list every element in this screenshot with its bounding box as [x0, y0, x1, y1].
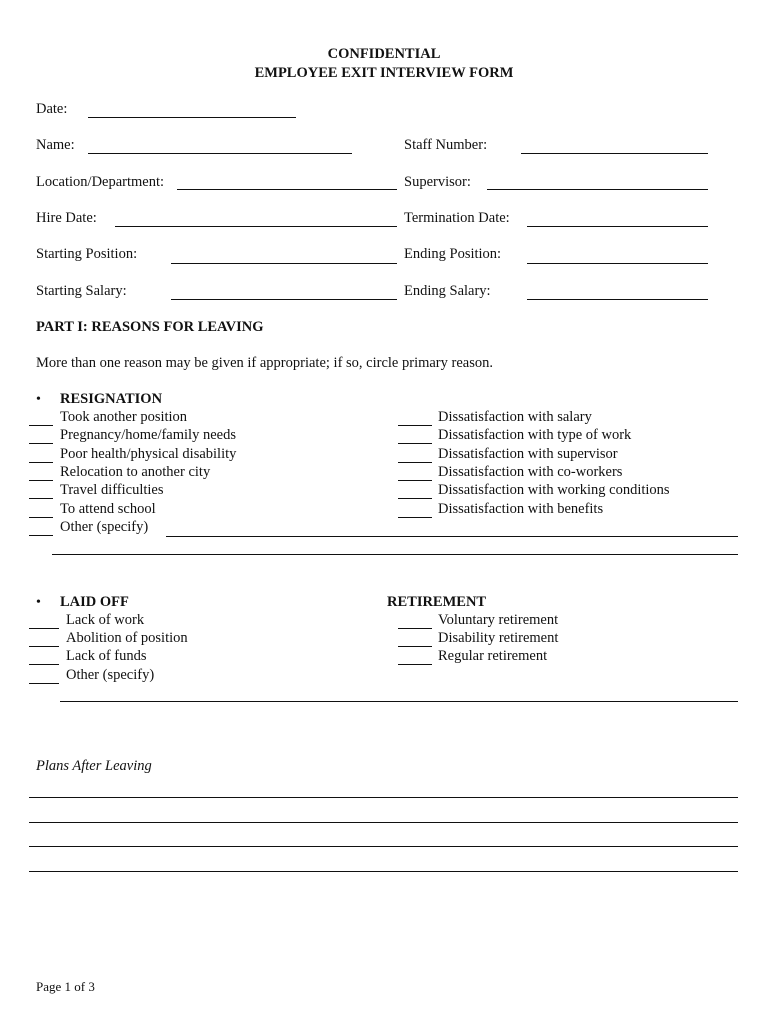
starting-position-label: Starting Position: [36, 246, 138, 262]
resignation-option-checkbox-line[interactable] [29, 517, 53, 518]
laid-off-option-checkbox-line[interactable] [29, 664, 59, 665]
plans-line[interactable] [29, 797, 738, 798]
resignation-option-checkbox-line[interactable] [398, 480, 432, 481]
resignation-bullet: • [36, 392, 41, 407]
termination-date-label: Termination Date: [404, 210, 510, 226]
location-label: Location/Department: [36, 174, 165, 190]
laid-off-option-label: Abolition of position [66, 630, 188, 647]
resignation-option-label: Dissatisfaction with supervisor [438, 445, 618, 462]
resignation-option-label: Dissatisfaction with working conditions [438, 482, 670, 499]
part1-heading [36, 319, 264, 336]
ending-salary-label: Ending Salary: [404, 283, 491, 299]
form-title: EMPLOYEE EXIT INTERVIEW FORM [254, 65, 514, 81]
resignation-option-label: Dissatisfaction with co-workers [438, 463, 623, 480]
plans-label: Plans After Leaving [36, 758, 152, 774]
resignation-option-checkbox-line[interactable] [398, 443, 432, 444]
resignation-option-label: Other (specify) [60, 518, 149, 535]
retirement-title: RETIREMENT [387, 594, 487, 610]
laid-off-option-label: Other (specify) [66, 666, 155, 683]
resignation-option-checkbox-line[interactable] [29, 425, 53, 426]
supervisor-label: Supervisor: [404, 174, 471, 190]
resignation-option-checkbox-line[interactable] [29, 462, 53, 463]
resignation-other-specify-line[interactable] [166, 536, 738, 537]
starting-salary-field[interactable] [171, 299, 397, 300]
plans-line[interactable] [29, 822, 738, 823]
laid-off-other-specify-line[interactable] [60, 701, 738, 702]
hire-date-field[interactable] [115, 226, 397, 227]
resignation-option-label: Took another position [60, 409, 188, 425]
retirement-option-label: Regular retirement [438, 648, 548, 665]
resignation-option-label: Travel difficulties [60, 482, 164, 499]
termination-date-field[interactable] [527, 226, 708, 227]
date-field[interactable] [88, 117, 296, 118]
ending-position-field[interactable] [527, 263, 708, 264]
resignation-option-label: Poor health/physical disability [60, 445, 237, 462]
resignation-option-checkbox-line[interactable] [29, 480, 53, 481]
resignation-other-extra-line[interactable] [52, 554, 738, 555]
laid-off-option-checkbox-line[interactable] [29, 628, 59, 629]
part1-heading-prefix: PART I [36, 319, 83, 335]
page-number: Page 1 of 3 [36, 979, 95, 994]
form-header-confidential: CONFIDENTIAL [327, 46, 441, 62]
plans-line[interactable] [29, 871, 738, 872]
resignation-option-label: Dissatisfaction with type of work [438, 427, 632, 444]
name-label: Name: [36, 137, 75, 153]
location-field[interactable] [177, 189, 397, 190]
laid-off-option-checkbox-line[interactable] [29, 683, 59, 684]
part1-heading-rest: : REASONS FOR LEAVING [82, 319, 264, 335]
plans-line[interactable] [29, 846, 738, 847]
laid-off-bullet: • [36, 595, 41, 610]
resignation-option-label: Dissatisfaction with benefits [438, 500, 604, 517]
retirement-option-checkbox-line[interactable] [398, 628, 432, 629]
laid-off-option-checkbox-line[interactable] [29, 646, 59, 647]
ending-position-label: Ending Position: [404, 246, 502, 262]
name-field[interactable] [88, 153, 352, 154]
ending-salary-field[interactable] [527, 299, 708, 300]
resignation-title: RESIGNATION [60, 391, 163, 407]
retirement-option-label: Disability retirement [438, 630, 559, 647]
retirement-option-label: Voluntary retirement [438, 612, 559, 628]
starting-salary-label: Starting Salary: [36, 283, 127, 299]
resignation-option-checkbox-line[interactable] [29, 535, 53, 536]
retirement-option-checkbox-line[interactable] [398, 664, 432, 665]
resignation-option-label: Relocation to another city [60, 463, 211, 480]
resignation-option-checkbox-line[interactable] [398, 517, 432, 518]
date-label: Date: [36, 101, 68, 117]
part1-instruction: More than one reason may be given if appropriate; if so, circle primary reason. [36, 355, 493, 371]
laid-off-title: LAID OFF [60, 594, 129, 610]
resignation-option-checkbox-line[interactable] [29, 498, 53, 499]
laid-off-option-label: Lack of work [66, 612, 145, 628]
resignation-option-checkbox-line[interactable] [398, 425, 432, 426]
supervisor-field[interactable] [487, 189, 708, 190]
retirement-option-checkbox-line[interactable] [398, 646, 432, 647]
starting-position-field[interactable] [171, 263, 397, 264]
staff-number-label: Staff Number: [404, 137, 488, 153]
staff-number-field[interactable] [521, 153, 708, 154]
resignation-option-checkbox-line[interactable] [398, 498, 432, 499]
resignation-option-checkbox-line[interactable] [398, 462, 432, 463]
laid-off-option-label: Lack of funds [66, 648, 147, 665]
resignation-option-label: Dissatisfaction with salary [438, 409, 592, 425]
resignation-option-label: Pregnancy/home/family needs [60, 427, 236, 444]
resignation-option-checkbox-line[interactable] [29, 443, 53, 444]
resignation-option-label: To attend school [60, 500, 156, 517]
hire-date-label: Hire Date: [36, 210, 97, 226]
